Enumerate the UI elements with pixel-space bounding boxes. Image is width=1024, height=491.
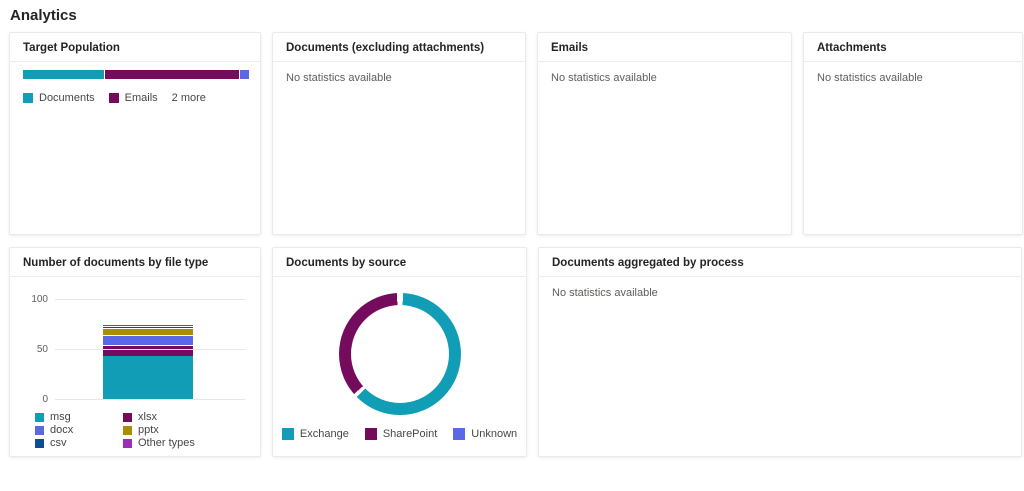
legend-item-2-more bbox=[172, 92, 206, 104]
legend-item-xlsx bbox=[123, 411, 247, 423]
card-attachments bbox=[803, 32, 1023, 235]
bar-segment-emails bbox=[105, 70, 239, 79]
card-body bbox=[10, 277, 260, 459]
legend-item-csv bbox=[35, 437, 123, 449]
legend-label: docx bbox=[50, 424, 74, 436]
legend-label: csv bbox=[50, 437, 67, 449]
file-type-bar-chart bbox=[23, 294, 247, 405]
card-body bbox=[804, 62, 1022, 94]
bar-segment-xlsx bbox=[103, 345, 193, 356]
legend-swatch-emails bbox=[109, 93, 119, 103]
legend-item-msg bbox=[35, 411, 123, 423]
card-body bbox=[10, 62, 260, 114]
card-documents-by-source bbox=[272, 247, 527, 457]
legend-swatch-docx bbox=[35, 426, 44, 435]
documents-by-source-legend bbox=[286, 428, 518, 440]
legend-swatch-exchange bbox=[282, 428, 294, 440]
legend-swatch-unknown bbox=[453, 428, 465, 440]
y-axis-tick-50: 50 bbox=[36, 344, 48, 355]
file-type-stacked-bar bbox=[103, 324, 193, 399]
legend-label: SharePoint bbox=[382, 428, 438, 440]
empty-state-text: No statistics available bbox=[551, 72, 657, 84]
legend-label: Documents bbox=[39, 92, 95, 104]
empty-state-text: No statistics available bbox=[286, 72, 392, 84]
legend-label: Unknown bbox=[471, 428, 518, 440]
card-body bbox=[273, 62, 525, 94]
target-population-stacked-bar bbox=[23, 70, 247, 79]
card-title: Emails bbox=[538, 33, 791, 62]
bar-segment-pptx bbox=[103, 328, 193, 335]
documents-by-source-donut-chart bbox=[339, 293, 461, 415]
cards-row-bottom bbox=[9, 247, 1024, 457]
legend-label: xlsx bbox=[138, 411, 157, 423]
legend-label: msg bbox=[50, 411, 71, 423]
legend-label: Other types bbox=[138, 437, 195, 449]
cards-row-top bbox=[9, 32, 1024, 235]
gridline-0 bbox=[42, 394, 245, 405]
legend-swatch-msg bbox=[35, 413, 44, 422]
legend-item-pptx bbox=[123, 424, 247, 436]
card-title: Number of documents by file type bbox=[10, 248, 260, 277]
legend-swatch-other-types bbox=[123, 439, 132, 448]
card-title: Documents by source bbox=[273, 248, 526, 277]
card-emails bbox=[537, 32, 792, 235]
legend-swatch-documents bbox=[23, 93, 33, 103]
y-axis-tick-0: 0 bbox=[42, 394, 48, 405]
page-title: Analytics bbox=[10, 7, 77, 24]
target-population-legend bbox=[23, 92, 247, 104]
card-body bbox=[273, 277, 526, 450]
legend-label: Emails bbox=[124, 92, 158, 104]
card-title: Documents aggregated by process bbox=[539, 248, 1021, 277]
card-body bbox=[539, 277, 1021, 309]
gridline-100 bbox=[31, 294, 245, 305]
file-type-legend bbox=[35, 411, 247, 449]
legend-label: pptx bbox=[138, 424, 159, 436]
card-documents-excluding-attachments bbox=[272, 32, 526, 235]
legend-item-unknown bbox=[453, 428, 517, 440]
bar-segment-other bbox=[240, 70, 249, 79]
legend-swatch-csv bbox=[35, 439, 44, 448]
legend-swatch-xlsx bbox=[123, 413, 132, 422]
legend-swatch-pptx bbox=[123, 426, 132, 435]
bar-segment-docx bbox=[103, 335, 193, 345]
bar-segment-msg bbox=[103, 356, 193, 399]
legend-item-emails bbox=[109, 92, 158, 104]
card-target-population bbox=[9, 32, 261, 235]
card-title: Documents (excluding attachments) bbox=[273, 33, 525, 62]
empty-state-text: No statistics available bbox=[817, 72, 923, 84]
card-title: Target Population bbox=[10, 33, 260, 62]
legend-item-exchange bbox=[282, 428, 349, 440]
empty-state-text: No statistics available bbox=[552, 287, 658, 299]
card-documents-by-file-type bbox=[9, 247, 261, 457]
legend-label: 2 more bbox=[171, 92, 206, 104]
card-documents-aggregated-by-process bbox=[538, 247, 1022, 457]
legend-item-sharepoint bbox=[365, 428, 437, 440]
y-axis-tick-100: 100 bbox=[31, 294, 48, 305]
legend-item-documents bbox=[23, 92, 95, 104]
legend-item-docx bbox=[35, 424, 123, 436]
legend-swatch-sharepoint bbox=[365, 428, 377, 440]
legend-label: Exchange bbox=[299, 428, 349, 440]
legend-item-other-types bbox=[123, 437, 247, 449]
card-body bbox=[538, 62, 791, 94]
card-title: Attachments bbox=[804, 33, 1022, 62]
bar-segment-documents bbox=[23, 70, 104, 79]
gridline-50 bbox=[36, 344, 245, 355]
